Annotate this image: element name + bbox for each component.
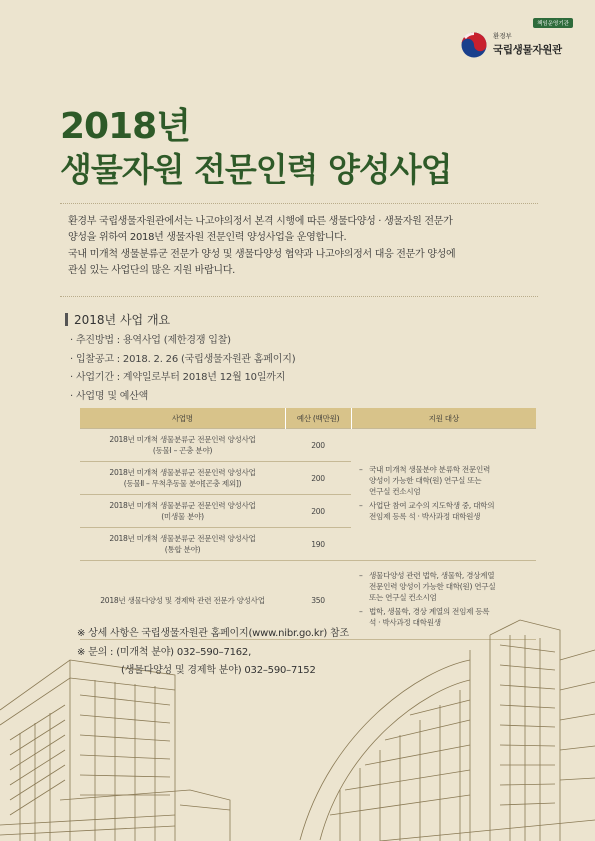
support-target-group1 (351, 429, 536, 561)
intro-line: 환경부 국립생물자원관에서는 나고야의정서 본격 시행에 따른 생물다양성 · 생물자원 전문가 (68, 216, 453, 227)
target-line: 양성이 가능한 대학(원) 연구실 또는 (369, 476, 482, 485)
target-item: – 사업단 참여 교수의 지도학생 중, 대학의 전임제 등록 석 · 박사과정 대학원생 (359, 501, 495, 521)
target-line: 국내 미개척 생물분야 분류학 전문인력 (369, 465, 491, 474)
project-budget: 200 (285, 429, 351, 462)
project-name-line: (동물Ⅱ – 무척추동물 분야[곤충 제외]) (123, 479, 242, 488)
project-budget: 200 (285, 462, 351, 495)
overview-item: · 입찰공고 : 2018. 2. 26 (국립생물자원관 홈페이지) (70, 353, 296, 365)
left-building (0, 660, 230, 841)
target-line: 전문인력 양성이 가능한 대학(원) 연구실 (369, 581, 496, 591)
header-budget: 예산 (백만원) (285, 408, 351, 429)
intro-line: 국내 미개척 생물분류군 전문가 양성 및 생물다양성 협약과 나고야의정서 대응 전문가 양성에 (68, 248, 456, 260)
target-line: 법학, 생물학, 경상 계열의 전임제 등록 (369, 606, 490, 616)
target-line: 생물다양성 관련 법학, 생물학, 경상계열 (369, 570, 495, 580)
taegeuk-emblem-icon (461, 32, 487, 58)
divider-middle (60, 296, 538, 297)
ministry-name: 환경부 (493, 32, 512, 40)
project-name (80, 462, 285, 495)
project-name-line: (미생물 분야) (161, 512, 204, 521)
project-budget: 200 (285, 495, 351, 528)
project-name (80, 495, 285, 528)
table-header-row (80, 408, 536, 429)
intro-line: 관심 있는 사업단의 많은 지원 바랍니다. (68, 265, 236, 277)
header-target: 지원 대상 (351, 408, 536, 429)
target-item: – 생물다양성 관련 법학, 생물학, 경상계열 전문인력 양성이 가능한 대학(원) 연구실 또는 연구실 컨소시엄 (359, 570, 496, 602)
project-name-line: 2018년 미개척 생물분류군 전문인력 양성사업 (109, 435, 256, 444)
note-contact-2: (생물다양성 및 경제학 분야) 032–590–7152 (121, 665, 316, 676)
notes (77, 625, 349, 681)
project-name (80, 429, 285, 462)
overview-heading (65, 311, 170, 328)
project-name-line: (동물Ⅰ – 곤충 분야) (152, 446, 213, 455)
target-line: 석 · 박사과정 대학원생 (369, 617, 441, 627)
title-year: 2018년 (60, 106, 190, 147)
agency-badge: 책임운영기관 (533, 18, 573, 28)
heading-bar (65, 313, 68, 326)
target-item: – 국내 미개척 생물분야 분류학 전문인력 양성이 가능한 대학(원) 연구실 또는 연구실 컨소시엄 (359, 465, 491, 496)
target-line: 전임제 등록 석 · 박사과정 대학원생 (369, 512, 481, 521)
project-budget: 190 (285, 528, 351, 561)
intro-paragraph (68, 214, 538, 280)
overview-item: · 사업명 및 예산액 (70, 390, 149, 402)
project-name-line: 2018년 미개척 생물분류군 전문인력 양성사업 (109, 501, 256, 510)
header-project: 사업명 (80, 408, 285, 429)
intro-line: 양성을 위하여 2018년 생물자원 전문인력 양성사업을 운영합니다. (68, 232, 347, 244)
table-row (80, 429, 536, 462)
overview-heading-text: 2018년 사업 개요 (74, 313, 171, 327)
project-name (80, 528, 285, 561)
project-name-line: 2018년 미개척 생물분류군 전문인력 양성사업 (109, 534, 256, 543)
institute-name: 국립생물자원관 (493, 44, 562, 56)
target-line: 연구실 컨소시엄 (369, 487, 421, 496)
project-name-line: 2018년 미개척 생물분류군 전문인력 양성사업 (109, 468, 256, 477)
project-budget: 350 (285, 561, 351, 640)
nibr-logo (461, 18, 581, 62)
project-name-line: 2018년 생물다양성 및 경제학 관련 전문가 양성사업 (100, 595, 265, 605)
target-line: 또는 연구실 컨소시엄 (369, 592, 437, 602)
divider-top (60, 203, 538, 204)
note-contact-1: ※ 문의 : (미개척 분야) 032–590–7162, (77, 646, 252, 658)
target-item: – 법학, 생물학, 경상 계열의 전임제 등록 석 · 박사과정 대학원생 (359, 606, 490, 627)
overview-list (70, 332, 295, 406)
overview-item: · 추진방법 : 용역사업 (제한경쟁 입찰) (70, 335, 231, 346)
project-name-line: (통합 분야) (164, 545, 201, 554)
overview-item: · 사업기간 : 계약일로부터 2018년 12월 10일까지 (70, 372, 286, 383)
note-detail: ※ 상세 사항은 국립생물자원관 홈페이지(www.nibr.go.kr) 참조 (77, 628, 349, 639)
title-main: 생물자원 전문인력 양성사업 (60, 150, 452, 189)
target-line: 사업단 참여 교수의 지도학생 중, 대학의 (369, 501, 495, 510)
